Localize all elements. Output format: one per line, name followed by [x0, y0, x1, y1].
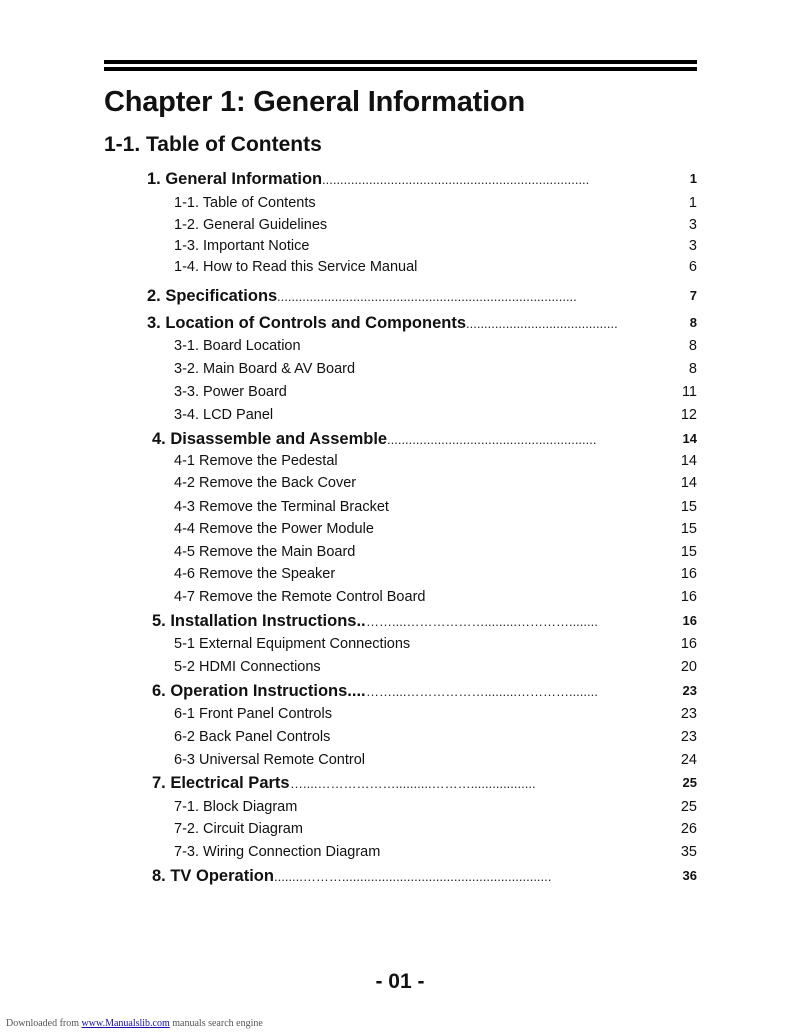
toc-page-number: 14 [680, 453, 697, 469]
toc-page-number: 1 [688, 195, 697, 211]
toc-page-number: 15 [680, 544, 697, 560]
toc-page-number: 25 [680, 799, 697, 815]
toc-section-row [0, 680, 800, 702]
toc-subsection-row [0, 749, 800, 771]
toc-page-number: 15 [680, 499, 697, 515]
toc-subsection-row [0, 726, 800, 748]
toc-subsection-label: 7-3. Wiring Connection Diagram [174, 844, 381, 860]
toc-page-number: 8 [689, 315, 697, 330]
toc-section-label: 1. General Information [147, 170, 323, 188]
toc-section-label: 2. Specifications [147, 287, 278, 305]
toc-subsection-row [0, 256, 800, 278]
toc-subsection-row [0, 381, 800, 403]
toc-leader-dots: .......................................................... [387, 432, 597, 447]
footer [6, 1018, 263, 1029]
toc-page-number: 14 [682, 431, 697, 446]
toc-subsection-label: 6-1 Front Panel Controls [174, 706, 332, 722]
toc-section-label: 4. Disassemble and Assemble [152, 430, 388, 448]
footer-prefix: Downloaded from [6, 1018, 82, 1029]
toc-leader-dots: ……....……………….........…………........ [366, 614, 598, 629]
toc-subsection-row [0, 496, 800, 518]
toc-subsection-label: 1-3. Important Notice [174, 238, 310, 254]
toc-page-number: 14 [680, 475, 697, 491]
toc-page-number: 1 [689, 171, 697, 186]
toc-subsection-label: 5-2 HDMI Connections [174, 659, 321, 675]
toc-subsection-row [0, 563, 800, 585]
toc-section-label: 3. Location of Controls and Components [147, 314, 466, 332]
toc-section-row [0, 168, 800, 190]
toc-subsection-row [0, 703, 800, 725]
toc-leader-dots: …....………………..........……….................. [290, 776, 536, 791]
toc-page-number: 20 [680, 659, 697, 675]
toc-subsection-row [0, 841, 800, 863]
toc-subsection-label: 4-1 Remove the Pedestal [174, 453, 338, 469]
toc-subsection-row [0, 541, 800, 563]
toc-subsection-label: 6-2 Back Panel Controls [174, 729, 331, 745]
toc-subsection-row [0, 796, 800, 818]
toc-page-number: 16 [680, 566, 697, 582]
toc-subsection-row [0, 472, 800, 494]
toc-leader-dots: ................................................................................... [277, 289, 577, 304]
toc-section-row [0, 772, 800, 794]
toc-leader-dots: ........……….......................................................... [274, 869, 552, 884]
toc-subsection-row [0, 450, 800, 472]
toc-subsection-label: 5-1 External Equipment Connections [174, 636, 411, 652]
section-title: 1-1. Table of Contents [104, 133, 322, 156]
toc-page-number: 15 [680, 521, 697, 537]
toc-subsection-label: 4-6 Remove the Speaker [174, 566, 336, 582]
toc-leader-dots: .......................................... [466, 316, 618, 331]
toc-section-row [0, 285, 800, 307]
toc-subsection-label: 7-1. Block Diagram [174, 799, 298, 815]
toc-page-number: 8 [688, 338, 697, 354]
chapter-title: Chapter 1: General Information [104, 86, 526, 118]
toc-subsection-row [0, 214, 800, 236]
toc-subsection-label: 3-4. LCD Panel [174, 407, 274, 423]
toc-subsection-row [0, 586, 800, 608]
toc-page-number: 36 [682, 868, 697, 883]
toc-page-number: 16 [680, 636, 697, 652]
toc-page-number: 7 [689, 288, 697, 303]
toc-subsection-label: 1-2. General Guidelines [174, 217, 328, 233]
toc-section-label: 5. Installation Instructions.. [152, 612, 366, 630]
toc-subsection-label: 4-2 Remove the Back Cover [174, 475, 357, 491]
toc-subsection-row [0, 518, 800, 540]
toc-section-row [0, 610, 800, 632]
toc-page-number: 3 [688, 217, 697, 233]
toc-subsection-row [0, 358, 800, 380]
toc-page-number: 23 [680, 706, 697, 722]
toc-page-number: 23 [680, 729, 697, 745]
page-number: - 01 - [375, 970, 425, 993]
toc-subsection-label: 4-3 Remove the Terminal Bracket [174, 499, 389, 515]
toc-page-number: 12 [680, 407, 697, 423]
toc-subsection-label: 3-1. Board Location [174, 338, 301, 354]
toc-section-row [0, 428, 800, 450]
footer-link[interactable]: www.Manualslib.com [81, 1018, 170, 1029]
header-rule-thin [104, 67, 697, 71]
toc-subsection-row [0, 235, 800, 257]
toc-subsection-row [0, 335, 800, 357]
toc-page-number: 11 [681, 384, 697, 400]
footer-suffix: manuals search engine [169, 1018, 263, 1029]
toc-subsection-row [0, 818, 800, 840]
toc-page-number: 3 [688, 238, 697, 254]
toc-subsection-label: 3-3. Power Board [174, 384, 287, 400]
toc-page-number: 35 [680, 844, 697, 860]
toc-page-number: 16 [682, 613, 697, 628]
toc-section-label: 7. Electrical Parts [152, 774, 290, 792]
toc-page-number: 24 [680, 752, 697, 768]
toc-page-number: 23 [682, 683, 697, 698]
toc-section-label: 6. Operation Instructions.... [152, 682, 366, 700]
toc-section-row [0, 312, 800, 334]
toc-subsection-label: 7-2. Circuit Diagram [174, 821, 303, 837]
toc-leader-dots: .......................................................................... [322, 172, 590, 187]
toc-subsection-label: 1-4. How to Read this Service Manual [174, 259, 418, 275]
toc-page-number: 26 [680, 821, 697, 837]
toc-page-number: 25 [682, 775, 697, 790]
toc-subsection-label: 3-2. Main Board & AV Board [174, 361, 356, 377]
toc-subsection-label: 4-7 Remove the Remote Control Board [174, 589, 426, 605]
toc-page-number: 8 [688, 361, 697, 377]
toc-subsection-row [0, 633, 800, 655]
toc-section-label: 8. TV Operation [152, 867, 274, 885]
toc-page-number: 6 [688, 259, 697, 275]
toc-subsection-row [0, 656, 800, 678]
toc-page-number: 16 [680, 589, 697, 605]
toc-leader-dots: ……....……………….........…………........ [366, 684, 598, 699]
toc-section-row [0, 865, 800, 887]
toc-subsection-label: 4-5 Remove the Main Board [174, 544, 356, 560]
toc-subsection-row [0, 192, 800, 214]
toc-subsection-label: 4-4 Remove the Power Module [174, 521, 374, 537]
toc-subsection-label: 1-1. Table of Contents [174, 195, 316, 211]
toc-subsection-label: 6-3 Universal Remote Control [174, 752, 365, 768]
toc-subsection-row [0, 404, 800, 426]
header-rule-thick [104, 60, 697, 64]
